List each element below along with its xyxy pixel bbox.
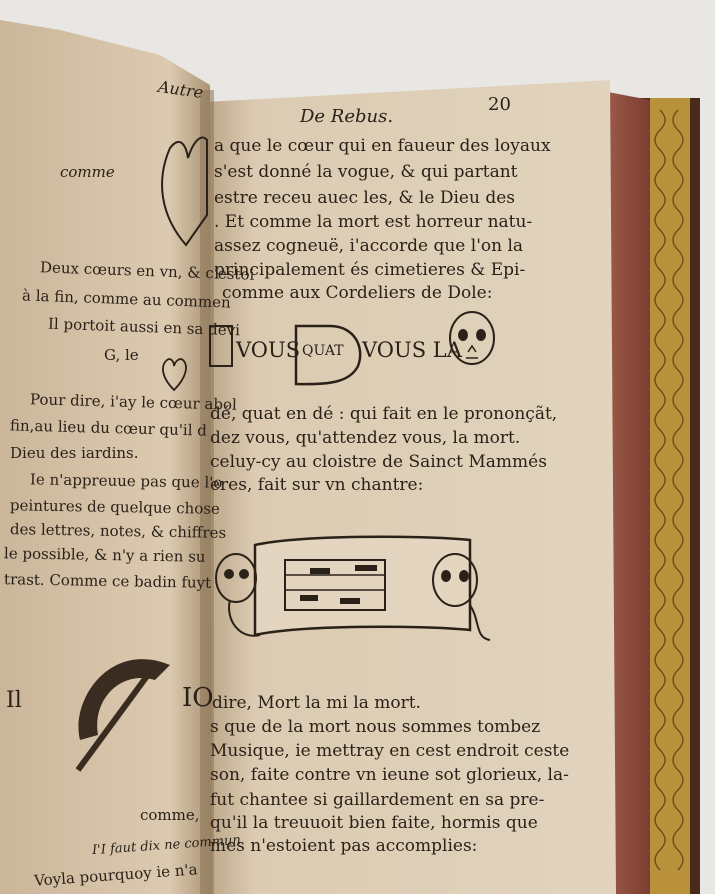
- right-bot-1: s que de la mort nous sommes tombez: [210, 717, 541, 737]
- left-line-9: peintures de quelque chose: [9, 496, 221, 518]
- left-line-7: Dieu des iardins.: [10, 444, 139, 462]
- right-bot-3: son, faite contre vn ieune sot glorieux, la-: [210, 765, 569, 785]
- right-line-6: comme aux Cordeliers de Dole:: [222, 283, 493, 303]
- left-line-15: comme,: [140, 806, 200, 824]
- rebus-word-3: VOUS LA: [362, 338, 462, 362]
- left-line-4: G, le: [104, 346, 139, 364]
- left-line-16: I'I faut dix ne commun: [91, 832, 242, 859]
- left-line-13: Il: [6, 688, 22, 713]
- left-line-1: Deux cœurs en vn, & c'estoi: [39, 258, 255, 284]
- right-line-4: assez cogneuë, i'accorde que l'on la: [214, 236, 524, 256]
- page-number: 20: [488, 94, 511, 115]
- right-bot-4: fut chantee si gaillardement en sa pre-: [210, 790, 545, 810]
- right-bot-6: mes n'estoient pas accomplies:: [210, 836, 478, 856]
- right-line-2: estre receu auec les, & le Dieu des: [214, 188, 516, 208]
- left-line-17: Voyla pourquoy ie n'a: [33, 860, 199, 890]
- right-mid-2: celuy-cy au cloistre de Sainct Mammés: [210, 452, 547, 472]
- left-line-12: trast. Comme ce badin fuyt: [3, 570, 212, 592]
- right-mid-3: eres, fait sur vn chantre:: [210, 475, 424, 495]
- music-scroll-illustration: [216, 537, 490, 640]
- rebus-word-1: VOUS: [236, 338, 301, 362]
- left-line-8: Ie n'appreuue pas que l'o: [29, 470, 223, 492]
- left-running-head: Autre: [156, 76, 205, 103]
- right-bot-2: Musique, ie mettray en cest endroit ceste: [210, 741, 570, 761]
- left-line-10: des lettres, notes, & chiffres: [9, 520, 227, 542]
- left-line-6: fin,au lieu du cœur qu'il d: [9, 416, 208, 440]
- left-line-5: Pour dire, i'ay le cœur abol: [29, 390, 238, 414]
- right-line-5: principalement és cimetieres & Epi-: [214, 260, 526, 280]
- right-line-1: s'est donné la vogue, & qui partant: [214, 162, 518, 182]
- right-bot-0: dire, Mort la mi la mort.: [212, 693, 421, 713]
- right-mid-1: dez vous, qu'attendez vous, la mort.: [210, 428, 521, 448]
- left-line-0: comme: [60, 163, 115, 181]
- left-line-14: IO: [182, 683, 214, 713]
- right-running-head: De Rebus.: [300, 106, 394, 127]
- left-line-11: le possible, & n'y a rien su: [3, 544, 206, 566]
- left-line-2: à la fin, comme au commen: [21, 286, 231, 312]
- right-bot-5: qu'il la treuuoit bien faite, hormis que: [210, 813, 538, 833]
- right-line-0: a que le cœur qui en faueur des loyaux: [214, 136, 551, 156]
- rebus-word-2: QUAT: [302, 343, 344, 359]
- right-line-3: . Et comme la mort est horreur natu-: [214, 212, 533, 232]
- right-mid-0: dé, quat en dé : qui fait en le prononçãt,: [210, 404, 558, 424]
- left-line-3: Il portoit aussi en sa devi: [47, 314, 241, 340]
